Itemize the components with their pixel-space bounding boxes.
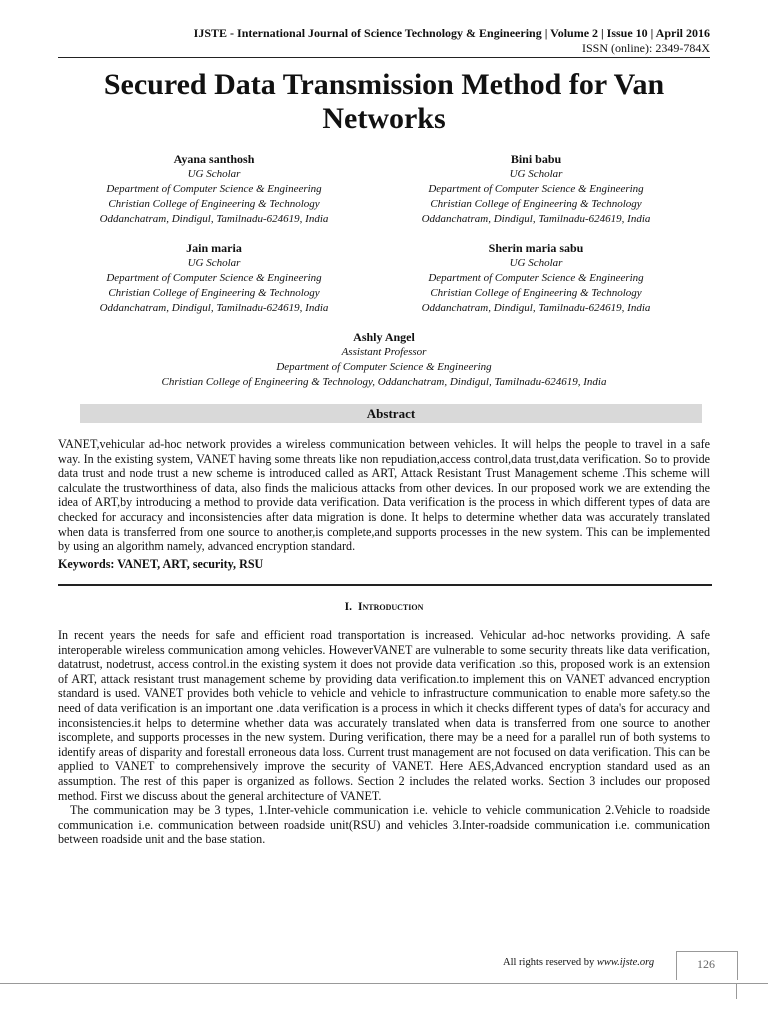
header-divider bbox=[58, 57, 710, 58]
paper-title: Secured Data Transmission Method for Van Networks bbox=[103, 68, 665, 135]
author-dept: Department of Computer Science & Engineering bbox=[428, 272, 644, 284]
author-college: Christian College of Engineering & Technology bbox=[430, 287, 642, 299]
author-college: Christian College of Engineering & Technology bbox=[108, 287, 320, 299]
author-role: UG Scholar bbox=[187, 257, 241, 269]
author-role: UG Scholar bbox=[509, 257, 563, 269]
author-address: Christian College of Engineering & Technology, Oddanchatram, Dindigul, Tamilnadu-624619, India bbox=[161, 376, 607, 388]
author-block-5 bbox=[64, 330, 704, 390]
introduction-body bbox=[58, 628, 710, 847]
author-address: Oddanchatram, Dindigul, Tamilnadu-624619, India bbox=[421, 302, 651, 314]
author-college: Christian College of Engineering & Technology bbox=[108, 198, 320, 210]
page-number: 126 bbox=[697, 957, 715, 971]
author-dept: Department of Computer Science & Engineering bbox=[106, 183, 322, 195]
author-role: Assistant Professor bbox=[341, 346, 427, 358]
author-dept: Department of Computer Science & Engineering bbox=[106, 272, 322, 284]
author-role: UG Scholar bbox=[187, 168, 241, 180]
section-heading bbox=[58, 601, 710, 613]
abstract-divider bbox=[58, 584, 712, 586]
author-role: UG Scholar bbox=[509, 168, 563, 180]
site-link[interactable]: www.ijste.org bbox=[596, 957, 655, 968]
section-title: Introduction bbox=[357, 601, 424, 613]
issn-text: ISSN (online): 2349-784X bbox=[582, 41, 710, 55]
keywords: Keywords: VANET, ART, security, RSU bbox=[58, 557, 264, 571]
author-name: Bini babu bbox=[510, 152, 562, 166]
author-block-2 bbox=[376, 152, 696, 227]
rights-text: All rights reserved by bbox=[503, 957, 597, 968]
author-dept: Department of Computer Science & Engineering bbox=[276, 361, 492, 373]
author-dept: Department of Computer Science & Engineering bbox=[428, 183, 644, 195]
author-name: Ayana santhosh bbox=[173, 152, 255, 166]
author-address: Oddanchatram, Dindigul, Tamilnadu-624619, India bbox=[99, 213, 329, 225]
intro-paragraph-2: The communication may be 3 types, 1.Inter-vehicle communication i.e. vehicle to vehicle communication 2.Vehicle to roadside communication i.e. communication between roadside unit(RSU) and vehicles 3.Inter-roadside communication i.e. communication between roadside unit and the base station. bbox=[58, 803, 710, 847]
author-name: Sherin maria sabu bbox=[488, 241, 584, 255]
author-block-3 bbox=[54, 241, 374, 316]
author-college: Christian College of Engineering & Technology bbox=[430, 198, 642, 210]
abstract-heading: Abstract bbox=[80, 404, 702, 423]
footer-corner-line bbox=[736, 983, 768, 999]
author-address: Oddanchatram, Dindigul, Tamilnadu-624619, India bbox=[99, 302, 329, 314]
author-name: Ashly Angel bbox=[353, 330, 415, 344]
abstract-text: VANET,vehicular ad-hoc network provides a wireless communication between vehicles. It will helps the people to travel in a safe way. In the existing system, VANET having some threats like non repudiation,access control,data trust,data verification. So to provide data trust and node trust a new scheme is introduced called as ART, Attack Resistant Trust Management scheme .This scheme will calculate the trustworthiness of data, also finds the malicious attacks from other devices. In our proposed work we are extending the idea of ART,by introducing a method to provide data verification. Data verification is the process in which different types of data are checked for accuracy and inconsistencies after data migration is done. It helps to determine whether data was accurately translated when data is transferred from one source to another,is complete,and supports processes in the new system. This can be implemented by using an algorithm namely, advanced encryption standard. bbox=[58, 437, 710, 554]
journal-header: IJSTE - International Journal of Science Technology & Engineering | Volume 2 | Issue 10 | April 2016 bbox=[193, 26, 710, 40]
footer-rights bbox=[503, 957, 654, 968]
intro-paragraph-1: In recent years the needs for safe and efficient road transportation is increased. Vehicular ad-hoc networks providing. A safe interoperable wireless communication among vehicles. HoweverVANET are vulnerable to some security threats like data verification, datatrust, nodetrust, access control.in the existing system it does not provide data verification .so this, proposed work is an extension of ART, attack resistant trust management scheme by providing data verification.to implement this on VANET advanced encryption standard is used. VANET provides both vehicle to vehicle and vehicle to infrastructure communication to enable more safety.so the need of data verification is an important one .data verification is a process in which it checks different types of data's for accuracy and inconsistencies.it helps to determine whether data was accurately translated when data is transferred from one source to another iscomplete, and supports processes in the new system. During verification, there may be a need for a parallel run of both systems to identify areas of disparity and forestall erroneous data loss. Current trust management are not focused on data verification. This can be applied to VANET to comprehensively improve the security of VANET. Here AES,Advanced encryption standard used as an assumption. The rest of this paper is organized as follows. Section 2 includes the related works. Section 3 includes our proposed method. First we discuss about the general architecture of VANET. bbox=[58, 628, 710, 803]
author-name: Jain maria bbox=[186, 241, 242, 255]
section-number: I. bbox=[344, 601, 352, 613]
footer-divider bbox=[0, 983, 768, 984]
author-block-4 bbox=[376, 241, 696, 316]
author-address: Oddanchatram, Dindigul, Tamilnadu-624619, India bbox=[421, 213, 651, 225]
author-block-1 bbox=[54, 152, 374, 227]
